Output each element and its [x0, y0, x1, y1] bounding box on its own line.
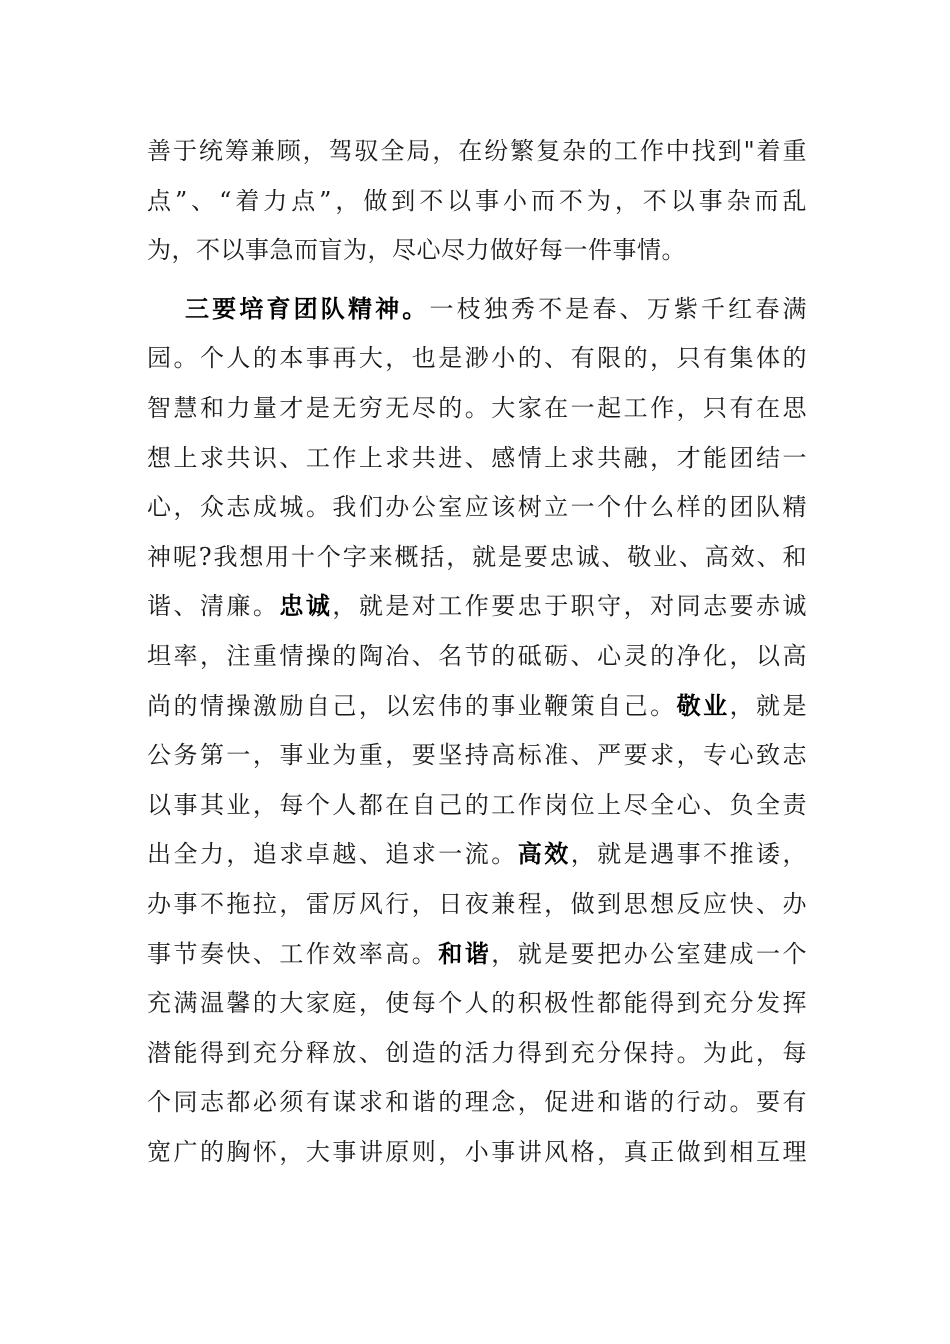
text-span: 尚的情操激励自己，以宏伟的事业鞭策自己。 [147, 691, 677, 720]
paragraph-line [147, 582, 807, 632]
paragraph-line: 以事其业，每个人都在自己的工作岗位上尽全心、负全责 [147, 790, 807, 819]
paragraph-line: 坦率，注重情操的陶冶、名节的砥砺、心灵的净化，以高 [147, 641, 807, 670]
paragraph-line: 善于统筹兼顾，驾驭全局，在纷繁复杂的工作中找到"着重 [147, 137, 807, 165]
paragraph-line: 办事不拖拉，雷厉风行，日夜兼程，做到思想反应快、办 [147, 889, 807, 918]
text-span: 一枝独秀不是春、万紫千红春满 [429, 294, 808, 323]
text-span: 谐、清廉。 [147, 592, 280, 621]
paragraph-line: 想上求共识、工作上求共进、感情上求共融，才能团结一 [147, 443, 807, 472]
keyword-zhongcheng: 忠诚 [279, 592, 333, 621]
paragraph-line: 公务第一，事业为重，要坚持高标准、严要求，专心致志 [147, 741, 807, 770]
paragraph-line: 为，不以事急而盲为，尽心尽力做好每一件事情。 [147, 236, 686, 265]
paragraph-line [147, 930, 807, 980]
text-span: ，就是对工作要忠于职守，对同志要赤诚 [332, 592, 808, 621]
document-body [147, 127, 807, 1177]
text-span: 出全力，追求卓越、追求一流。 [147, 840, 518, 869]
paragraph-line: 点”、“着力点”，做到不以事小而不为，不以事杂而乱 [147, 186, 807, 215]
paragraph-line: 园。个人的本事再大，也是渺小的、有限的，只有集体的 [147, 344, 807, 373]
keyword-hexie: 和谐 [438, 939, 492, 968]
text-span: 事节奏快、工作效率高。 [147, 939, 439, 968]
paragraph-line: 心，众志成城。我们办公室应该树立一个什么样的团队精 [147, 493, 807, 522]
text-span: ，就是要把办公室建成一个 [491, 939, 808, 968]
paragraph-line [147, 682, 807, 732]
keyword-gaoxiao: 高效 [517, 840, 571, 869]
paragraph-line: 潜能得到充分释放、创造的活力得到充分保持。为此，每 [147, 1038, 807, 1067]
paragraph-line [147, 830, 807, 880]
paragraph-line [147, 285, 807, 335]
keyword-jingye: 敬业 [676, 691, 730, 720]
paragraph-line: 神呢?我想用十个字来概括，就是要忠诚、敬业、高效、和 [147, 542, 807, 571]
text-span: ，就是遇事不推诿， [570, 840, 808, 869]
text-span: ，就是 [729, 691, 808, 720]
paragraph-line: 智慧和力量才是无穷无尽的。大家在一起工作，只有在思 [147, 393, 807, 422]
paragraph-line: 充满温馨的大家庭，使每个人的积极性都能得到充分发挥 [147, 989, 807, 1018]
paragraph-line: 宽广的胸怀，大事讲原则，小事讲风格，真正做到相互理 [147, 1137, 807, 1166]
paragraph-line: 个同志都必须有谋求和谐的理念，促进和谐的行动。要有 [147, 1088, 807, 1117]
section-heading: 三要培育团队精神。 [185, 294, 430, 323]
